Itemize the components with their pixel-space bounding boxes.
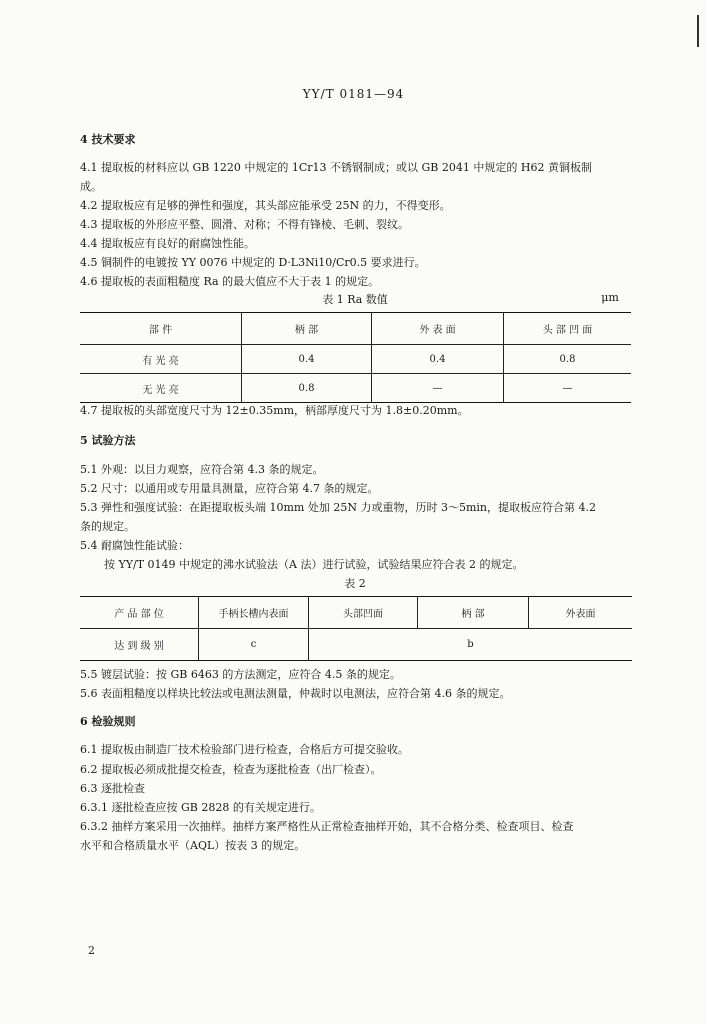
para-5-1: 5.1 外观：以目力观察，应符合第 4.3 条的规定。 [80, 463, 324, 476]
t1-cell: 0.8 [242, 374, 372, 403]
para-6-3-2: 6.3.2 抽样方案采用一次抽样。抽样方案严格性从正常检查抽样开始，其不合格分类、检查项目、检查 [80, 820, 574, 833]
para-4-5: 4.5 铜制件的电镀按 YY 0076 中规定的 D·L3Ni10/Cr0.5 要求进行。 [80, 256, 426, 269]
para-4-2: 4.2 提取板应有足够的弹性和强度，其头部应能承受 25N 的力，不得变形。 [80, 199, 451, 212]
para-5-4: 5.4 耐腐蚀性能试验： [80, 539, 189, 552]
table-1 [80, 312, 631, 403]
para-4-7: 4.7 提取板的头部宽度尺寸为 12±0.35mm，柄部厚度尺寸为 1.8±0.20mm。 [80, 404, 469, 417]
t1-header-cell: 头 部 凹 面 [504, 313, 632, 345]
t1-cell: 有 光 亮 [80, 345, 242, 374]
t1-cell: 0.4 [242, 345, 372, 374]
t1-cell: — [372, 374, 504, 403]
para-4-6: 4.6 提取板的表面粗糙度 Ra 的最大值应不大于表 1 的规定。 [80, 275, 380, 288]
page-number: 2 [88, 944, 95, 957]
para-4-1: 4.1 提取板的材料应以 GB 1220 中规定的 1Cr13 不锈钢制成；或以 GB 2041 中规定的 H62 黄铜板制 [80, 161, 592, 174]
para-6-2: 6.2 提取板必须成批提交检查，检查为逐批检查（出厂检查）。 [80, 763, 382, 776]
t2-header-cell: 产 品 部 位 [80, 597, 199, 629]
t2-cell: b [309, 629, 633, 661]
t1-header-cell: 部 件 [80, 313, 242, 345]
para-4-1-cont: 成。 [80, 180, 102, 193]
t1-header-cell: 柄 部 [242, 313, 372, 345]
t1-cell: 0.8 [504, 345, 632, 374]
section-4-title: 4 技术要求 [80, 133, 136, 146]
t2-header-cell: 柄 部 [418, 597, 529, 629]
para-5-5: 5.5 镀层试验：按 GB 6463 的方法测定，应符合 4.5 条的规定。 [80, 668, 401, 681]
para-5-6: 5.6 表面粗糙度以样块比较法或电测法测量，仲裁时以电测法，应符合第 4.6 条的规定。 [80, 687, 511, 700]
t2-cell: 达 到 级 别 [80, 629, 199, 661]
t2-header-cell: 手柄长槽内表面 [199, 597, 309, 629]
table-2 [80, 596, 632, 661]
t1-cell: 无 光 亮 [80, 374, 242, 403]
table2-caption: 表 2 [344, 577, 366, 590]
para-4-3: 4.3 提取板的外形应平整、圆滑、对称；不得有锋棱、毛刺、裂纹。 [80, 218, 409, 231]
t2-cell: c [199, 629, 309, 661]
t2-header-cell: 外表面 [529, 597, 633, 629]
scan-edge-mark [697, 15, 699, 47]
table1-caption: 表 1 Ra 数值 [322, 293, 388, 306]
para-5-4-cont: 按 YY/T 0149 中规定的沸水试验法（A 法）进行试验，试验结果应符合表 2 的规定。 [104, 558, 524, 571]
t2-header-cell: 头部凹面 [309, 597, 418, 629]
para-6-1: 6.1 提取板由制造厂技术检验部门进行检查，合格后方可提交验收。 [80, 743, 409, 756]
para-5-3-cont: 条的规定。 [80, 520, 135, 533]
t1-header-cell: 外 表 面 [372, 313, 504, 345]
para-5-2: 5.2 尺寸：以通用或专用量具测量，应符合第 4.7 条的规定。 [80, 482, 379, 495]
para-6-3-1: 6.3.1 逐批检查应按 GB 2828 的有关规定进行。 [80, 801, 321, 814]
para-6-3-2-cont: 水平和合格质量水平（AQL）按表 3 的规定。 [80, 839, 306, 852]
t1-cell: — [504, 374, 632, 403]
para-6-3: 6.3 逐批检查 [80, 782, 145, 795]
t1-cell: 0.4 [372, 345, 504, 374]
table1-unit: μm [601, 291, 619, 304]
section-6-title: 6 检验规则 [80, 715, 136, 728]
document-header: YY/T 0181—94 [302, 87, 405, 101]
para-4-4: 4.4 提取板应有良好的耐腐蚀性能。 [80, 237, 255, 250]
para-5-3: 5.3 弹性和强度试验：在距提取板头端 10mm 处加 25N 力或重物，历时 3～5min，提取板应符合第 4.2 [80, 501, 596, 514]
section-5-title: 5 试验方法 [80, 434, 136, 447]
